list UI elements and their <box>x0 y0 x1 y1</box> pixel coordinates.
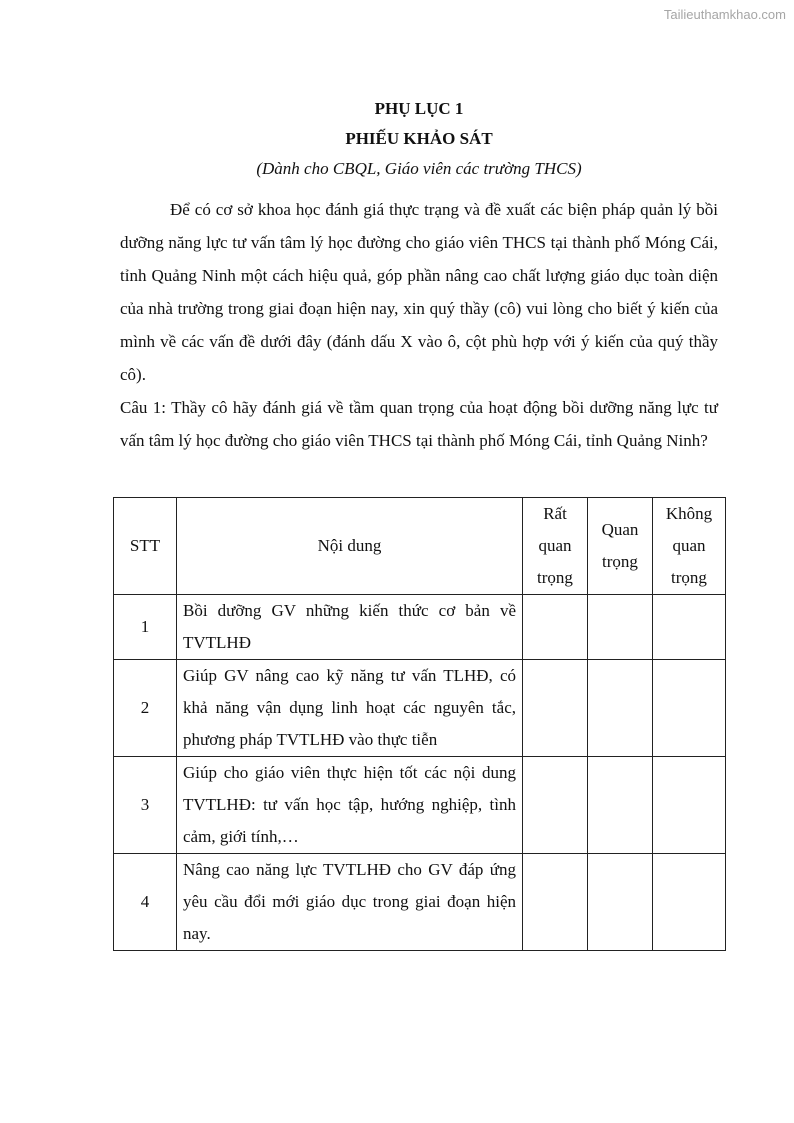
checkbox-very-important[interactable] <box>523 660 588 757</box>
checkbox-not-important[interactable] <box>653 757 726 854</box>
survey-title: PHIẾU KHẢO SÁT <box>345 129 493 148</box>
checkbox-important[interactable] <box>588 595 653 660</box>
watermark: Tailieuthamkhao.com <box>663 7 786 22</box>
row-content: Bồi dưỡng GV những kiến thức cơ bản về TVTLHĐ <box>177 595 523 660</box>
row-content: Giúp cho giáo viên thực hiện tốt các nội dung TVTLHĐ: tư vấn học tập, hướng nghiệp, tình cảm, giới tính,… <box>177 757 523 854</box>
table-row <box>114 660 726 757</box>
header-content: Nội dung <box>177 498 523 595</box>
checkbox-very-important[interactable] <box>523 757 588 854</box>
appendix-heading: PHỤ LỤC 1 <box>374 99 464 118</box>
row-content: Nâng cao năng lực TVTLHĐ cho GV đáp ứng yêu cầu đổi mới giáo dục trong giai đoạn hiện nay. <box>177 854 523 951</box>
header-stt: STT <box>114 498 177 595</box>
survey-subtitle: (Dành cho CBQL, Giáo viên các trường THCS) <box>256 159 582 178</box>
table-header-row <box>114 498 726 595</box>
checkbox-not-important[interactable] <box>653 854 726 951</box>
checkbox-important[interactable] <box>588 660 653 757</box>
row-stt: 3 <box>114 757 177 854</box>
table-row <box>114 595 726 660</box>
row-stt: 2 <box>114 660 177 757</box>
header-very-important: Rất quan trọng <box>523 498 588 595</box>
row-stt: 4 <box>114 854 177 951</box>
header-not-important: Không quan trọng <box>653 498 726 595</box>
survey-table <box>113 497 726 951</box>
row-content: Giúp GV nâng cao kỹ năng tư vấn TLHĐ, có khả năng vận dụng linh hoạt các nguyên tắc, phương pháp TVTLHĐ vào thực tiễn <box>177 660 523 757</box>
checkbox-very-important[interactable] <box>523 854 588 951</box>
document-page <box>120 94 718 457</box>
question-1: Câu 1: Thầy cô hãy đánh giá về tầm quan trọng của hoạt động bồi dưỡng năng lực tư vấn tâm lý học đường cho giáo viên THCS tại thành phố Móng Cái, tỉnh Quảng Ninh? <box>120 398 718 450</box>
intro-paragraph: Để có cơ sở khoa học đánh giá thực trạng và đề xuất các biện pháp quản lý bồi dưỡng năng lực tư vấn tâm lý học đường cho giáo viên THCS tại thành phố Móng Cái, tỉnh Quảng Ninh một cách hiệu quả, góp phần nâng cao chất lượng giáo dục toàn diện của nhà trường trong giai đoạn hiện nay, xin quý thầy (cô) vui lòng cho biết ý kiến của mình về các vấn đề dưới đây (đánh dấu X vào ô, cột phù hợp với ý kiến của quý thầy cô). <box>120 200 718 384</box>
checkbox-important[interactable] <box>588 854 653 951</box>
checkbox-not-important[interactable] <box>653 660 726 757</box>
checkbox-not-important[interactable] <box>653 595 726 660</box>
checkbox-very-important[interactable] <box>523 595 588 660</box>
table-row <box>114 757 726 854</box>
table-row <box>114 854 726 951</box>
row-stt: 1 <box>114 595 177 660</box>
checkbox-important[interactable] <box>588 757 653 854</box>
header-important: Quan trọng <box>588 498 653 595</box>
